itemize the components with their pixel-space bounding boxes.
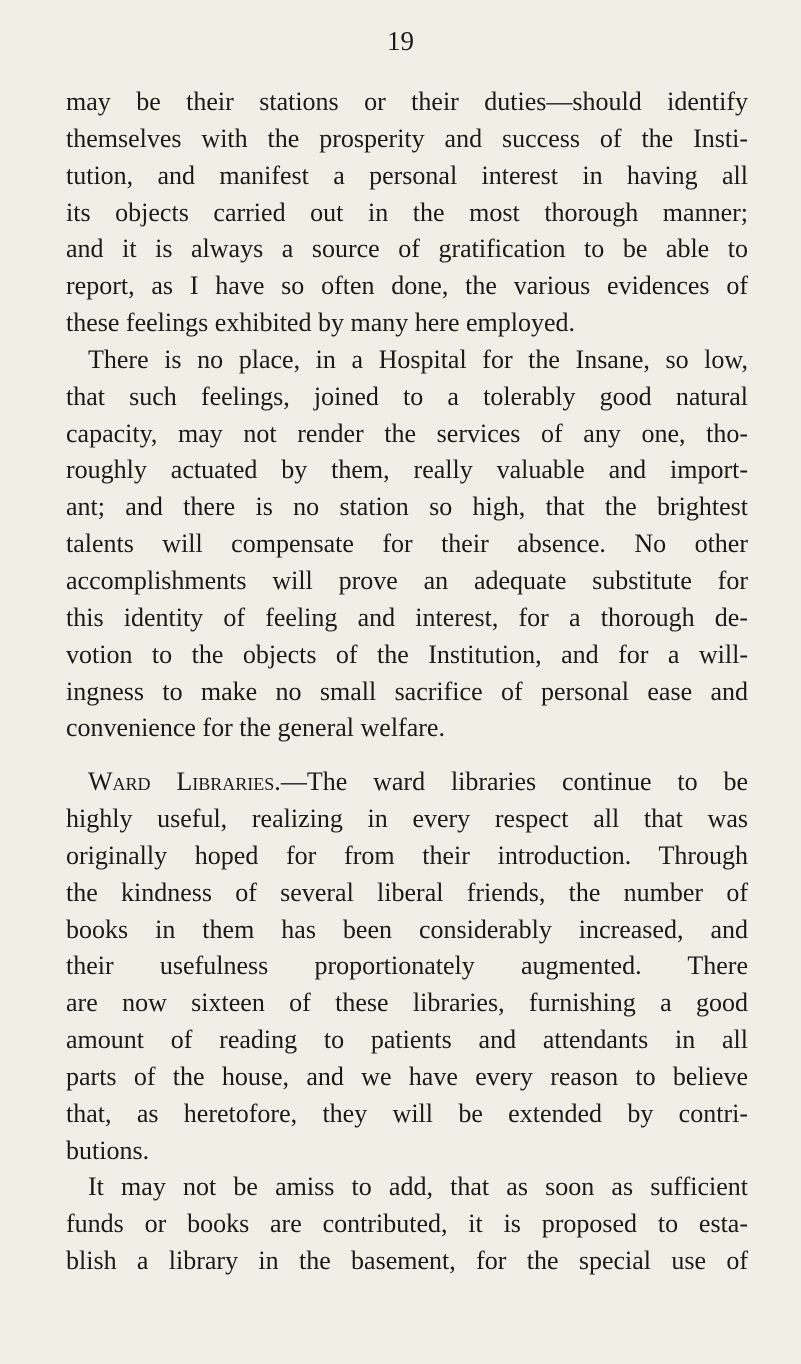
text-line: and it is always a source of gratification to be able to [66, 234, 748, 264]
paragraph [66, 764, 748, 1169]
text-line: are now sixteen of these libraries, furnishing a good [66, 988, 748, 1018]
section-heading: Ward Libraries. [88, 767, 281, 797]
text-line: There is no place, in a Hospital for the Insane, so low, [88, 344, 748, 374]
paragraph [66, 1169, 748, 1280]
text-line: accomplishments will prove an adequate substitute for [66, 565, 748, 595]
text-line: blish a library in the basement, for the special use of [66, 1246, 748, 1276]
text-line: that, as heretofore, they will be extended by contri- [66, 1098, 748, 1128]
text-line [66, 764, 748, 801]
text-line: that such feelings, joined to a tolerably good natural [66, 381, 748, 411]
text-line-content: —The ward libraries continue to be [280, 767, 749, 797]
text-line: roughly actuated by them, really valuable and import- [66, 455, 748, 485]
paragraph [66, 84, 748, 342]
text-line: books in them has been considerably increased, and [66, 914, 748, 944]
text-line: convenience for the general welfare. [66, 713, 445, 743]
text-line: funds or books are contributed, it is proposed to esta- [66, 1209, 748, 1239]
paragraph [66, 342, 748, 747]
text-line: this identity of feeling and interest, for a thorough de- [66, 602, 748, 632]
text-line: may be their stations or their duties—should identify [66, 87, 748, 116]
text-line: talents will compensate for their absence. No other [66, 529, 748, 559]
text-line: originally hoped for from their introduction. Through [66, 840, 748, 870]
text-line: these feelings exhibited by many here employed. [66, 308, 576, 338]
text-line: themselves with the prosperity and success of the Insti- [66, 123, 748, 153]
text-line: its objects carried out in the most thorough manner; [66, 197, 748, 227]
text-line: amount of reading to patients and attendants in all [66, 1025, 748, 1055]
text-line: their usefulness proportionately augmented. There [66, 951, 748, 981]
text-line: report, as I have so often done, the various evidences of [66, 271, 748, 301]
paragraph-gap [66, 747, 748, 764]
text-line: tution, and manifest a personal interest in having all [66, 160, 748, 190]
text-line: the kindness of several liberal friends, the number of [66, 877, 748, 907]
text-line: butions. [66, 1135, 150, 1165]
text-line: highly useful, realizing in every respect all that was [66, 804, 748, 834]
page-number: 19 [387, 26, 414, 56]
text-line: ingness to make no small sacrifice of personal ease and [66, 676, 748, 706]
text-line: It may not be amiss to add, that as soon as sufficient [88, 1172, 748, 1202]
page-body [66, 84, 748, 1280]
text-line: votion to the objects of the Institution, and for a will- [66, 639, 748, 669]
text-line: parts of the house, and we have every reason to believe [66, 1061, 748, 1091]
text-line: capacity, may not render the services of any one, tho- [66, 418, 748, 448]
text-line: ant; and there is no station so high, that the brightest [66, 492, 748, 522]
